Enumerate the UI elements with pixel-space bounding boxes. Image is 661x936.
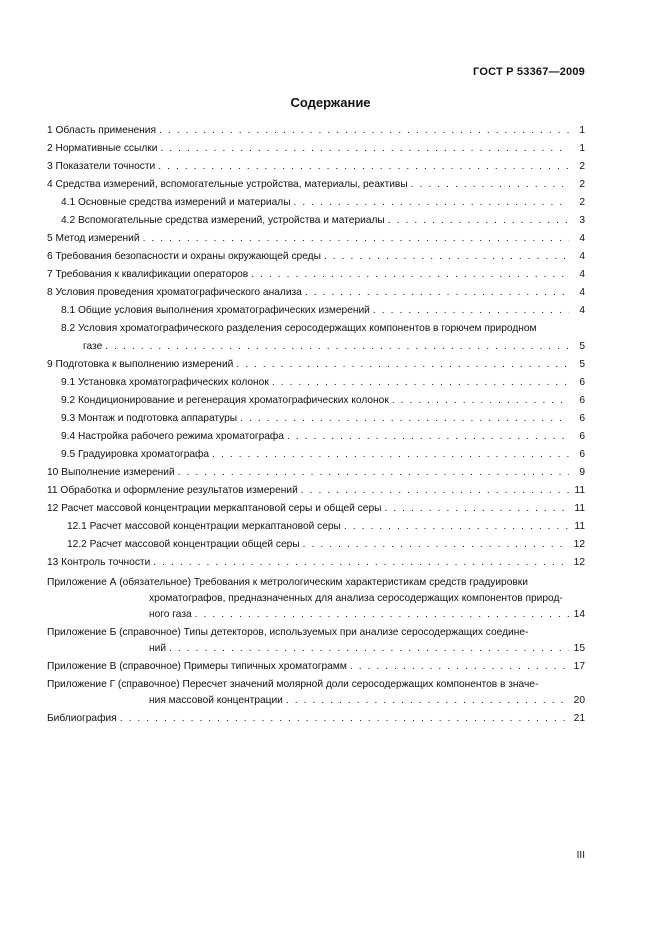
toc-entry-label: 7 Требования к квалификации операторов (47, 269, 249, 280)
leader-dots (178, 467, 569, 479)
toc-entry-label-continuation: ний (149, 643, 167, 654)
leader-dots (305, 287, 569, 299)
toc-entry-page: 4 (579, 269, 585, 280)
toc-entry[interactable] (47, 503, 585, 521)
toc-entry-page: 2 (579, 179, 585, 190)
toc-entry-label: 12.1 Расчет массовой концентрации меркаптановой серы (67, 521, 341, 532)
toc-entry-label: 10 Выполнение измерений (47, 467, 175, 478)
toc-entry-page: 12 (573, 557, 585, 568)
toc-entry-label: 1 Область применения (47, 125, 156, 136)
toc-entry[interactable] (47, 269, 585, 287)
toc-entry[interactable] (47, 287, 585, 305)
toc-entry-page: 1 (579, 143, 585, 154)
toc-entry-label: Приложение А (обязательное) Требования к метрологическим характеристикам средств градуировки (47, 577, 528, 588)
toc-entry-page: 21 (573, 713, 585, 724)
leader-dots (392, 395, 569, 407)
toc-entry[interactable] (47, 485, 585, 503)
toc-entry-label: 9.5 Градуировка хроматографа (61, 449, 210, 460)
toc-entry-label: Приложение В (справочное) Примеры типичных хроматограмм (47, 661, 347, 672)
toc-entry-page: 9 (579, 467, 585, 478)
toc-entry-label: 13 Контроль точности (47, 557, 151, 568)
toc-entry[interactable] (47, 359, 585, 377)
toc-entry-label: 12 Расчет массовой концентрации меркаптановой серы и общей серы (47, 503, 382, 514)
toc-entry-label: 8 Условия проведения хроматографического анализа (47, 287, 302, 298)
appendix-g-last-line[interactable] (47, 695, 585, 713)
leader-dots (324, 251, 569, 263)
page-number: III (576, 850, 585, 861)
toc-entry-label: 4 Средства измерений, вспомогательные устройства, материалы, реактивы (47, 179, 408, 190)
leader-dots (240, 413, 569, 425)
toc-entry-page: 4 (579, 251, 585, 262)
toc-entry-page: 4 (579, 233, 585, 244)
leader-dots (294, 197, 569, 209)
toc-entry[interactable] (47, 143, 585, 161)
leader-dots (411, 179, 569, 191)
toc-entry-page: 2 (579, 161, 585, 172)
toc-entry-label: 9 Подготовка к выполнению измерений (47, 359, 234, 370)
toc-subentry[interactable] (47, 395, 585, 413)
toc-subentry[interactable] (47, 539, 585, 557)
toc-entry-label: 2 Нормативные ссылки (47, 143, 158, 154)
toc-entry[interactable] (47, 161, 585, 179)
toc-entry-page: 4 (579, 305, 585, 316)
leader-dots (212, 449, 569, 461)
toc-entry-page: 1 (579, 125, 585, 136)
toc-entry-page: 6 (579, 449, 585, 460)
toc-entry-label: 4.1 Основные средства измерений и материалы (61, 197, 291, 208)
appendix-a-continuation (47, 593, 585, 609)
document-code: ГОСТ Р 53367—2009 (473, 66, 585, 78)
toc-entry-page: 17 (573, 661, 585, 672)
toc-subentry[interactable] (47, 521, 585, 539)
toc-entry-label: 9.3 Монтаж и подготовка аппаратуры (61, 413, 238, 424)
leader-dots (120, 713, 569, 725)
toc-subentry[interactable] (47, 413, 585, 431)
leader-dots (195, 609, 569, 621)
toc-entry-label: 9.2 Кондиционирование и регенерация хроматографических колонок (61, 395, 389, 406)
toc-subentry[interactable] (47, 305, 585, 323)
toc-entry-page: 12 (573, 539, 585, 550)
appendix-b-title[interactable] (47, 627, 585, 643)
leader-dots (272, 377, 569, 389)
leader-dots (159, 125, 569, 137)
appendix-a-last-line[interactable] (47, 609, 585, 627)
toc-entry-page: 6 (579, 431, 585, 442)
toc-subentry[interactable] (47, 431, 585, 449)
bibliography-entry[interactable] (47, 713, 585, 731)
appendix-a-title[interactable] (47, 577, 585, 593)
leader-dots (236, 359, 569, 371)
leader-dots (286, 695, 569, 707)
toc-entry-page: 5 (579, 359, 585, 370)
toc-entry-page: 14 (573, 609, 585, 620)
toc-entry[interactable] (47, 125, 585, 143)
toc-entry-page: 6 (579, 413, 585, 424)
toc-entry-page: 15 (573, 643, 585, 654)
toc-entry-label-continuation: хроматографов, предназначенных для анализа серосодержащих компонентов природ- (149, 593, 563, 604)
page-title: Содержание (290, 95, 371, 110)
leader-dots (143, 233, 569, 245)
toc-subentry[interactable] (47, 215, 585, 233)
toc-entry-label-continuation: ния массовой концентрации (149, 695, 283, 706)
toc-entry[interactable] (47, 233, 585, 251)
leader-dots (301, 485, 569, 497)
toc-entry-label: 9.4 Настройка рабочего режима хроматографа (61, 431, 284, 442)
toc-entry-label: Библиография (47, 713, 117, 724)
toc-entry-page: 5 (579, 341, 585, 352)
toc-entry-label: 9.1 Установка хроматографических колонок (61, 377, 269, 388)
leader-dots (388, 215, 569, 227)
toc-entry-label: 3 Показатели точности (47, 161, 156, 172)
toc-entry-label: 5 Метод измерений (47, 233, 140, 244)
leader-dots (344, 521, 569, 533)
toc-entry-page: 4 (579, 287, 585, 298)
toc-subentry[interactable] (47, 377, 585, 395)
leader-dots (373, 305, 569, 317)
leader-dots (350, 661, 569, 673)
toc-entry-page: 3 (579, 215, 585, 226)
toc-entry-page: 11 (574, 521, 585, 532)
leader-dots (158, 161, 569, 173)
toc-entry-page: 6 (579, 395, 585, 406)
leader-dots (287, 431, 569, 443)
toc-subentry[interactable] (47, 197, 585, 215)
leader-dots (169, 643, 569, 655)
leader-dots (160, 143, 569, 155)
toc-entry-label: 6 Требования безопасности и охраны окружающей среды (47, 251, 321, 262)
toc-entry-label: 8.1 Общие условия выполнения хроматографических измерений (61, 305, 370, 316)
toc-entry-label: 4.2 Вспомогательные средства измерений, устройства и материалы (61, 215, 385, 226)
toc-entry-page: 2 (579, 197, 585, 208)
toc-entry[interactable] (47, 251, 585, 269)
leader-dots (384, 503, 569, 515)
toc-entry-page: 6 (579, 377, 585, 388)
appendix-b-last-line[interactable] (47, 643, 585, 661)
leader-dots (153, 557, 569, 569)
toc-entry[interactable] (47, 467, 585, 485)
toc-entry-continuation[interactable] (47, 341, 585, 359)
toc-entry[interactable] (47, 557, 585, 575)
table-of-contents (47, 125, 585, 731)
toc-entry-page: 11 (574, 503, 585, 514)
toc-subentry-wrapped[interactable] (47, 323, 585, 341)
leader-dots (251, 269, 569, 281)
toc-entry-label-continuation: газе (83, 341, 103, 352)
toc-entry-label: Приложение Б (справочное) Типы детекторов, используемых при анализе серосодержащих соедине- (47, 627, 529, 638)
toc-entry[interactable] (47, 179, 585, 197)
toc-subentry[interactable] (47, 449, 585, 467)
toc-entry-label: 8.2 Условия хроматографического разделения серосодержащих компонентов в горючем природном (61, 323, 537, 334)
toc-entry-label: 12.2 Расчет массовой концентрации общей серы (67, 539, 300, 550)
toc-entry-label: Приложение Г (справочное) Пересчет значений молярной доли серосодержащих компонентов в значе- (47, 679, 539, 690)
toc-entry-page: 20 (573, 695, 585, 706)
toc-entry-label: 11 Обработка и оформление результатов измерений (47, 485, 298, 496)
leader-dots (303, 539, 569, 551)
leader-dots (105, 341, 569, 353)
toc-entry-page: 11 (574, 485, 585, 496)
appendix-v-entry[interactable] (47, 661, 585, 679)
toc-entry-label-continuation: ного газа (149, 609, 192, 620)
appendix-g-title[interactable] (47, 679, 585, 695)
